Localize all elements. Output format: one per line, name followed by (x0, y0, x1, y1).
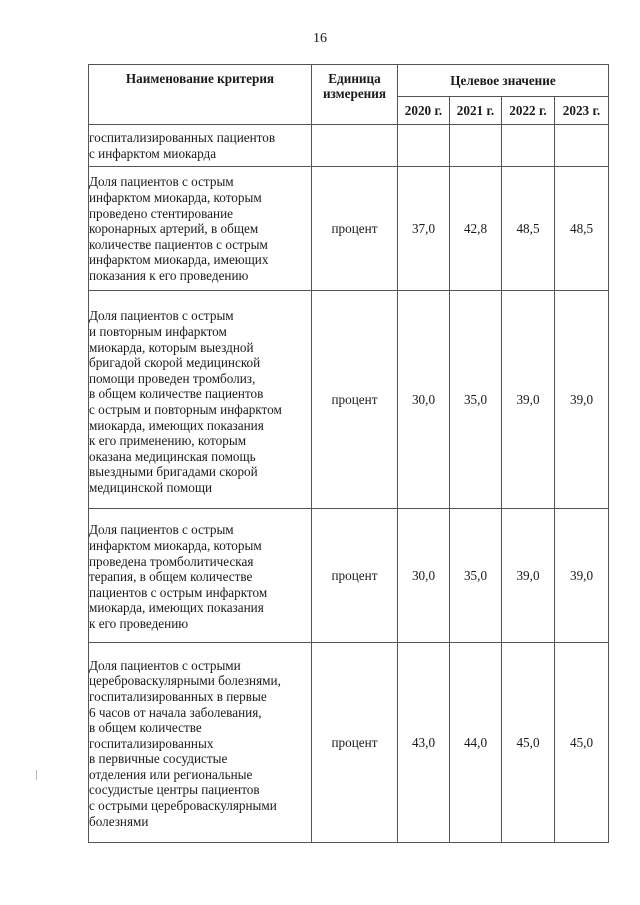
unit-cell (312, 125, 398, 167)
value-cell (398, 125, 450, 167)
value-cell (450, 125, 502, 167)
unit-cell: процент (312, 643, 398, 843)
value-cell (502, 125, 555, 167)
value-cell: 44,0 (450, 643, 502, 843)
header-year: 2023 г. (555, 97, 609, 125)
value-cell: 37,0 (398, 167, 450, 291)
criterion-name: Доля пациентов с острым инфарктом миокарда, которым проведено стентирование коронарных артерий, в общем количестве пациентов с острым инфарктом миокарда, имеющих показания к его проведению (89, 167, 312, 291)
unit-cell: процент (312, 167, 398, 291)
unit-cell: процент (312, 509, 398, 643)
header-year: 2020 г. (398, 97, 450, 125)
criterion-name: Доля пациентов с острыми цереброваскулярными болезнями, госпитализированных в первые 6 часов от начала заболевания, в общем количестве госпитализированных в первичные сосудистые отделения или региональные сосудистые центры пациентов с острыми цереброваскулярными болезнями (89, 643, 312, 843)
criterion-name: Доля пациентов с острым и повторным инфарктом миокарда, которым выездной бригадой скорой медицинской помощи проведен тромболиз, в общем количестве пациентов с острым и повторным инфарктом миокарда, имеющих показания к его применению, которым оказана медицинская помощь выездными бригадами скорой медицинской помощи (89, 291, 312, 509)
table-row (89, 125, 609, 167)
value-cell: 39,0 (502, 291, 555, 509)
value-cell (555, 125, 609, 167)
table-row (89, 643, 609, 843)
header-target-value: Целевое значение (398, 65, 609, 97)
value-cell: 30,0 (398, 509, 450, 643)
value-cell: 43,0 (398, 643, 450, 843)
value-cell: 39,0 (502, 509, 555, 643)
value-cell: 30,0 (398, 291, 450, 509)
value-cell: 35,0 (450, 509, 502, 643)
value-cell: 45,0 (502, 643, 555, 843)
header-criterion: Наименование критерия (89, 65, 312, 125)
table-row (89, 291, 609, 509)
header-unit: Единица измерения (312, 65, 398, 125)
header-year: 2022 г. (502, 97, 555, 125)
margin-mark (36, 770, 37, 780)
value-cell: 45,0 (555, 643, 609, 843)
table-header-row (89, 65, 609, 97)
page-number: 16 (313, 31, 327, 46)
criteria-table (88, 64, 609, 843)
table-row (89, 509, 609, 643)
table-row (89, 167, 609, 291)
value-cell: 39,0 (555, 291, 609, 509)
value-cell: 42,8 (450, 167, 502, 291)
header-year: 2021 г. (450, 97, 502, 125)
value-cell: 48,5 (502, 167, 555, 291)
criterion-name: госпитализированных пациентов с инфарктом миокарда (89, 125, 312, 167)
value-cell: 35,0 (450, 291, 502, 509)
unit-cell: процент (312, 291, 398, 509)
value-cell: 48,5 (555, 167, 609, 291)
criterion-name: Доля пациентов с острым инфарктом миокарда, которым проведена тромболитическая терапия, в общем количестве пациентов с острым инфарктом миокарда, имеющих показания к его проведению (89, 509, 312, 643)
value-cell: 39,0 (555, 509, 609, 643)
